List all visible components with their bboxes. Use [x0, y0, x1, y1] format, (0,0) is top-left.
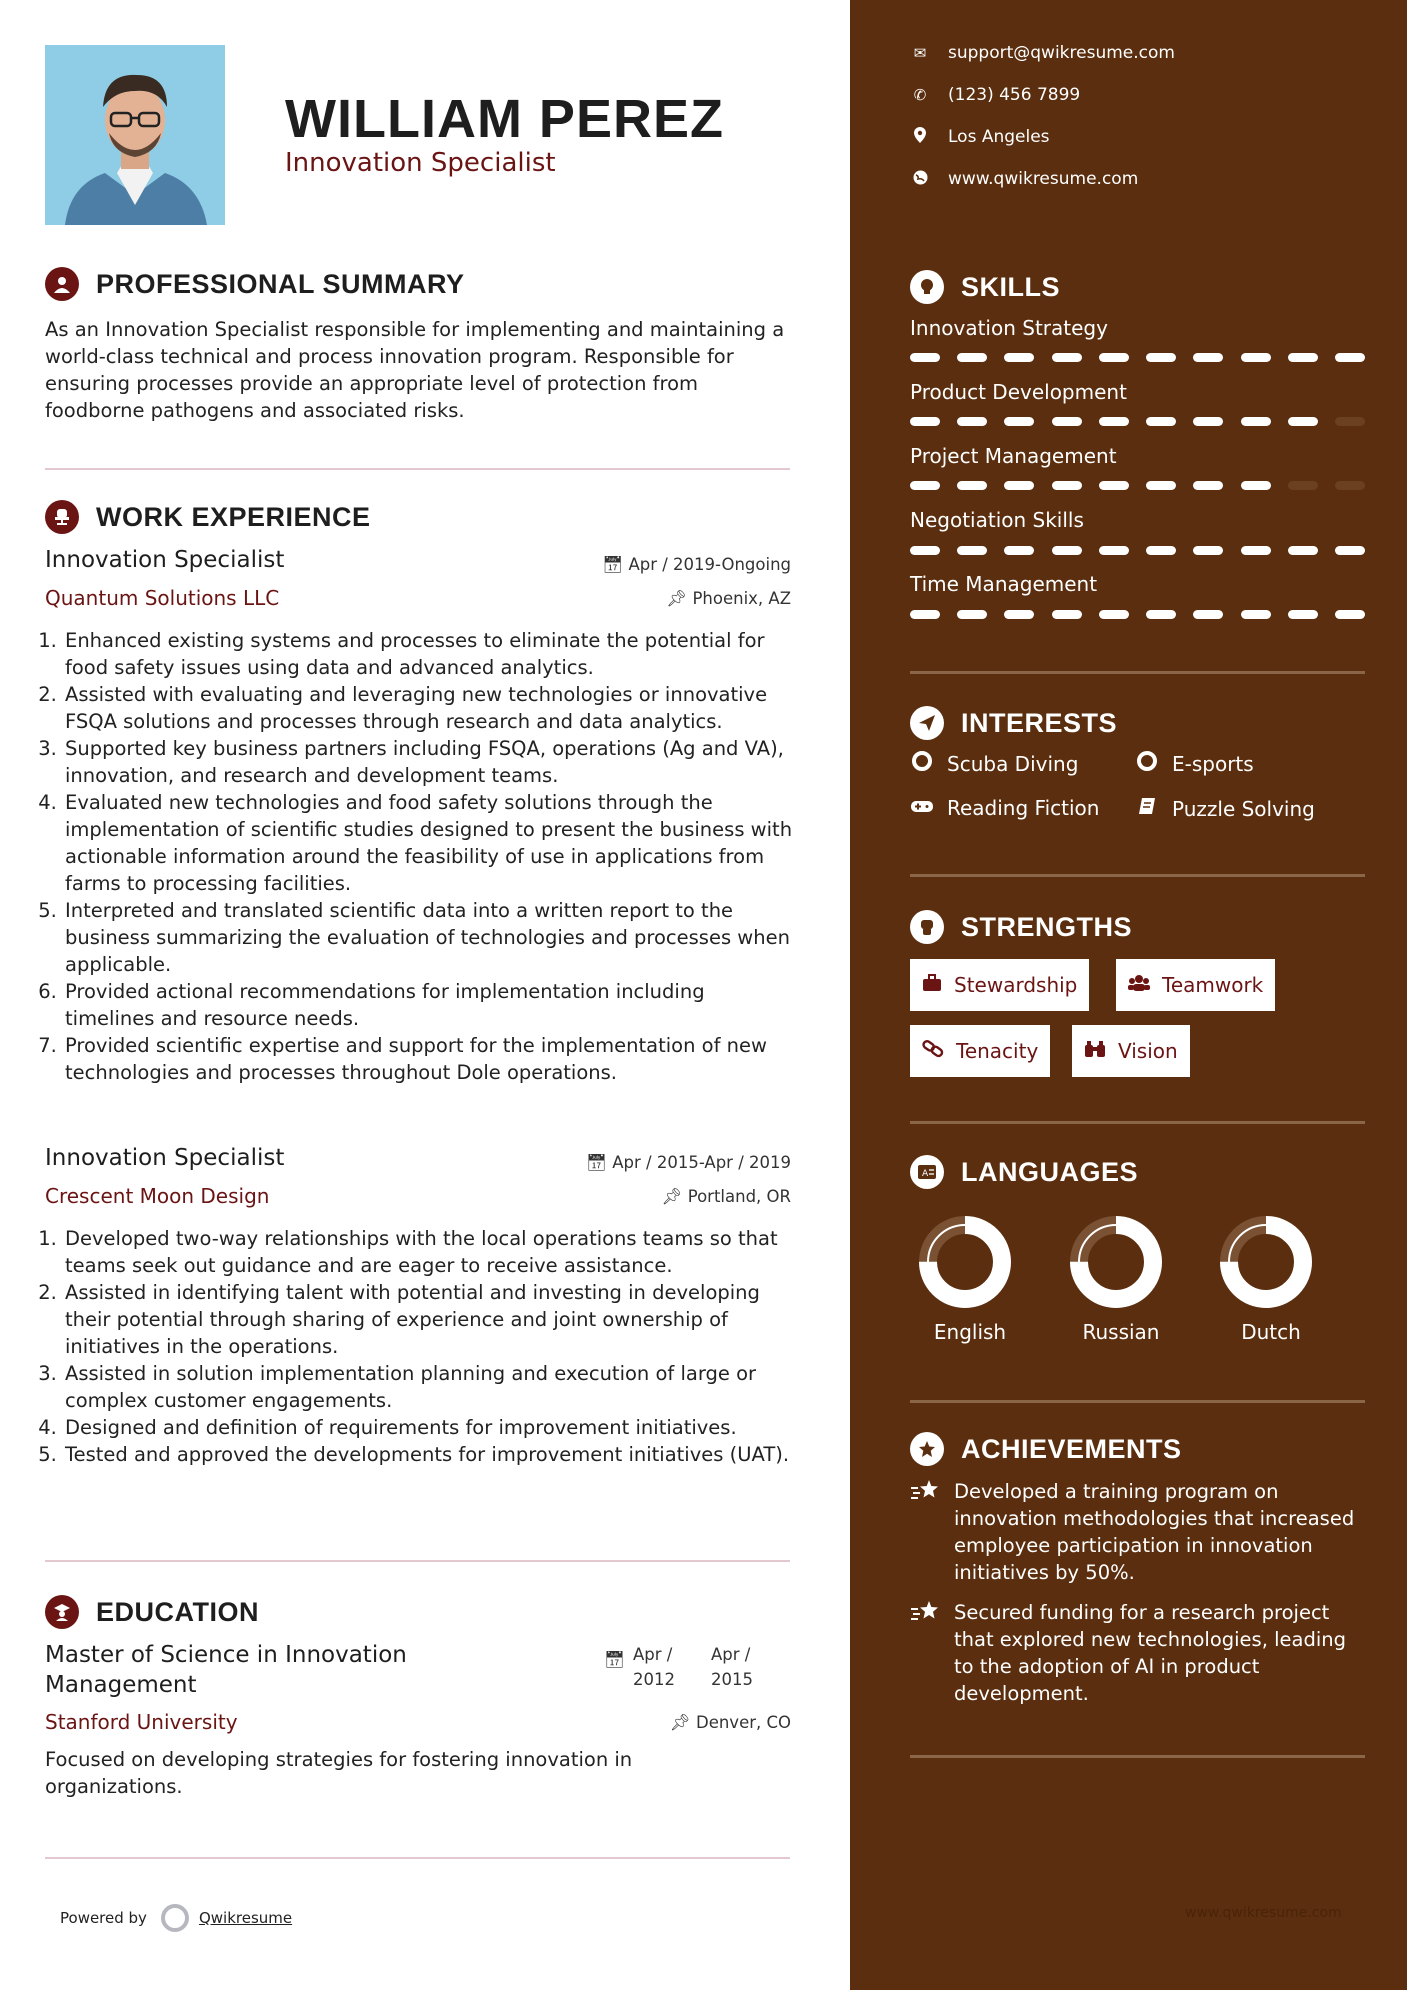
skill-segment [1099, 353, 1129, 362]
job-dates: 📅︎ Apr / 2019-Ongoing [602, 555, 791, 574]
phone-icon: ✆ [913, 86, 927, 104]
binoculars-icon [1084, 1040, 1106, 1063]
skill-bar [910, 481, 1365, 491]
list-item: 1. Developed two-way relationships with the local operations teams so that teams seek out guidance and are eager to receive assistance. [63, 1225, 795, 1279]
sidebar [850, 0, 1407, 1990]
list-item: 6. Provided actional recommendations for implementation including timelines and resource needs. [63, 978, 795, 1032]
education-dates: 📅︎ Apr / 2012 Apr / 2015 [604, 1642, 769, 1692]
languages-title: LANGUAGES [961, 1156, 1139, 1187]
skill-segment [1288, 353, 1318, 362]
languages-header [910, 1155, 1138, 1189]
qwikresume-logo-icon [161, 1904, 189, 1932]
contact-phone: ✆ (123) 456 7899 [910, 85, 1080, 105]
skill-segment [1004, 546, 1034, 555]
skill-segment [1193, 481, 1223, 490]
skill-segment [957, 546, 987, 555]
skill-segment [1052, 481, 1082, 490]
divider [910, 1121, 1365, 1124]
globe-icon [910, 170, 930, 189]
flying-star-icon [910, 1478, 940, 1586]
education-location: 📌︎ Denver, CO [669, 1713, 791, 1732]
strength-badge: Stewardship [910, 959, 1089, 1011]
svg-text:A: A [922, 1169, 929, 1179]
list-item: 7. Provided scientific expertise and support for the implementation of new technologies and processes throughout Dole operations. [63, 1032, 795, 1086]
skill-segment [910, 610, 940, 619]
language-ring [910, 1207, 1020, 1317]
divider [910, 1755, 1365, 1758]
skill-name: Product Development [910, 380, 1127, 404]
footer-watermark: www.qwikresume.com [1185, 1905, 1342, 1921]
language-label: English [933, 1320, 1007, 1344]
paper-plane-icon [910, 706, 944, 740]
skill-segment [1146, 417, 1176, 426]
list-item: 3. Supported key business partners including FSQA, operations (Ag and VA), innovation, and research and development teams. [63, 735, 795, 789]
skill-segment [1004, 481, 1034, 490]
skill-segment [910, 546, 940, 555]
interest-item: Scuba Diving [910, 751, 1078, 776]
skill-segment [1288, 610, 1318, 619]
calendar-icon: 📅︎ [586, 1153, 613, 1172]
education-title: EDUCATION [96, 1596, 259, 1627]
skill-segment [1004, 353, 1034, 362]
strength-badge: Tenacity [910, 1025, 1050, 1077]
skill-name: Time Management [910, 572, 1098, 596]
skill-segment [1241, 353, 1271, 362]
summary-header [45, 267, 465, 301]
achievement-item: Developed a training program on innovation methodologies that increased employee participation in innovation initiatives by 50%. [910, 1478, 1370, 1586]
life-ring-icon [1135, 751, 1159, 776]
divider [910, 1400, 1365, 1403]
skill-segment [1146, 546, 1176, 555]
job-location: 📌︎ Portland, OR [661, 1187, 791, 1206]
job-location: 📌︎ Phoenix, AZ [666, 589, 791, 608]
school-name: Stanford University [45, 1710, 238, 1734]
list-item: 5. Tested and approved the developments for improvement initiatives (UAT). [63, 1441, 795, 1468]
contact-location: Los Angeles [910, 127, 1050, 147]
candidate-role: Innovation Specialist [285, 148, 556, 178]
lightbulb-icon [910, 270, 944, 304]
calendar-icon: 📅︎ [604, 1650, 625, 1669]
skill-segment [957, 610, 987, 619]
calendar-icon: 📅︎ [602, 555, 629, 574]
education-description: Focused on developing strategies for fostering innovation in organizations. [45, 1748, 633, 1798]
skill-segment [1004, 417, 1034, 426]
strengths-title: STRENGTHS [961, 911, 1133, 942]
qwikresume-link[interactable]: Qwikresume [198, 1909, 293, 1927]
link-icon [922, 1040, 944, 1063]
list-item: 2. Assisted in identifying talent with potential and investing in developing their potential through sharing of experience and joint ownership of initiatives in the operations. [63, 1279, 795, 1360]
strength-badge: Teamwork [1116, 959, 1275, 1011]
skill-segment [1193, 417, 1223, 426]
language-label: Russian [1082, 1320, 1160, 1344]
language-ring [1061, 1207, 1171, 1317]
skill-segment [1052, 610, 1082, 619]
achievements-title: ACHIEVEMENTS [961, 1433, 1182, 1464]
skill-segment [910, 481, 940, 490]
skill-segment [957, 481, 987, 490]
divider [910, 874, 1365, 877]
contact-email: ✉ support@qwikresume.com [910, 43, 1175, 63]
skill-segment [1193, 546, 1223, 555]
star-badge-icon [910, 1432, 944, 1466]
skill-segment [1335, 610, 1365, 619]
skill-segment [1099, 481, 1129, 490]
skill-segment [1146, 610, 1176, 619]
interests-header [910, 706, 1117, 740]
map-marker-icon [910, 127, 930, 147]
divider [45, 1560, 790, 1562]
contact-website: www.qwikresume.com [910, 169, 1138, 189]
users-icon [1128, 974, 1150, 997]
list-item: 3. Assisted in solution implementation planning and execution of large or complex customer engagements. [63, 1360, 795, 1414]
skill-segment [1099, 546, 1129, 555]
company-name: Quantum Solutions LLC [45, 586, 280, 610]
skill-segment [1335, 417, 1365, 426]
degree-title: Master of Science in Innovation Management [45, 1642, 407, 1698]
interest-item: Reading Fiction [910, 796, 1099, 820]
footer-powered: Powered by Qwikresume [60, 1904, 292, 1932]
divider [45, 1857, 790, 1859]
skill-segment [1241, 546, 1271, 555]
skill-segment [910, 353, 940, 362]
pin-icon: 📌︎ [661, 1187, 688, 1206]
skill-segment [1335, 546, 1365, 555]
candidate-name: WILLIAM PEREZ [285, 89, 724, 149]
experience-title: WORK EXPERIENCE [96, 501, 371, 532]
gamepad-icon [910, 798, 934, 819]
job-title: Innovation Specialist [45, 547, 285, 573]
briefcase-icon [922, 974, 942, 997]
skill-name: Negotiation Skills [910, 508, 1084, 532]
interests-title: INTERESTS [961, 707, 1118, 738]
experience-header [45, 500, 371, 534]
skill-segment [1288, 417, 1318, 426]
skill-bar [910, 610, 1365, 620]
list-item: 1. Enhanced existing systems and processes to eliminate the potential for food safety issues using data and advanced analytics. [63, 627, 795, 681]
skill-name: Innovation Strategy [910, 316, 1108, 340]
chair-icon [45, 500, 79, 534]
job-bullets [45, 1225, 795, 1468]
skill-segment [957, 417, 987, 426]
user-icon [45, 267, 79, 301]
job-title: Innovation Specialist [45, 1145, 285, 1171]
interest-item: E-sports [1135, 751, 1254, 776]
skill-segment [1335, 481, 1365, 490]
skill-segment [1241, 417, 1271, 426]
skill-segment [1099, 610, 1129, 619]
language-ring-outline [928, 1225, 1002, 1299]
achievements-header [910, 1432, 1182, 1466]
list-item: 4. Evaluated new technologies and food safety solutions through the implementation of scientific studies designed to present the business with actionable information around the feasibility of use in applications from farms to processing facilities. [63, 789, 795, 897]
skill-segment [1052, 417, 1082, 426]
skills-header [910, 270, 1060, 304]
achievement-item: Secured funding for a research project that explored new technologies, leading to the adoption of AI in product development. [910, 1599, 1370, 1707]
skill-segment [1052, 353, 1082, 362]
book-icon [1135, 796, 1159, 821]
fist-icon [910, 910, 944, 944]
divider [45, 468, 790, 470]
skill-segment [1335, 353, 1365, 362]
skill-segment [1146, 481, 1176, 490]
divider [910, 671, 1365, 674]
interest-item: Puzzle Solving [1135, 796, 1315, 821]
list-item: 4. Designed and definition of requirements for improvement initiatives. [63, 1414, 795, 1441]
profile-photo [45, 45, 225, 225]
language-ring-outline [1079, 1225, 1153, 1299]
envelope-icon: ✉ [913, 44, 927, 62]
graduate-icon [45, 1595, 79, 1629]
language-label: Dutch [1241, 1320, 1301, 1344]
skill-segment [1193, 610, 1223, 619]
language-icon [910, 1155, 944, 1189]
skill-bar [910, 417, 1365, 427]
summary-title: PROFESSIONAL SUMMARY [96, 268, 465, 299]
list-item: 2. Assisted with evaluating and leveraging new technologies or innovative FSQA solutions and processes through research and data analytics. [63, 681, 795, 735]
skill-segment [1241, 481, 1271, 490]
language-ring-outline [1229, 1225, 1303, 1299]
skill-segment [1288, 546, 1318, 555]
skill-segment [910, 417, 940, 426]
strength-badge: Vision [1072, 1025, 1190, 1077]
job-dates: 📅︎ Apr / 2015-Apr / 2019 [586, 1153, 791, 1172]
skill-bar [910, 353, 1365, 363]
job-bullets [45, 627, 795, 1086]
list-item: 5. Interpreted and translated scientific data into a written report to the business summarizing the evaluation of technologies and processes when applicable. [63, 897, 795, 978]
language-ring [1211, 1207, 1321, 1317]
skill-segment [1241, 610, 1271, 619]
flying-star-icon [910, 1599, 940, 1707]
summary-text: As an Innovation Specialist responsible for implementing and maintaining a world-class technical and process innovation program. Responsible for ensuring processes provide an appropriate level of protection from foodborne pathogens and associated risks. [45, 318, 785, 422]
skill-bar [910, 546, 1365, 556]
skill-segment [1288, 481, 1318, 490]
skill-segment [957, 353, 987, 362]
skill-segment [1146, 353, 1176, 362]
pin-icon: 📌︎ [666, 589, 693, 608]
skill-segment [1099, 417, 1129, 426]
skill-segment [1193, 353, 1223, 362]
skill-segment [1052, 546, 1082, 555]
education-header [45, 1595, 259, 1629]
pin-icon: 📌︎ [669, 1713, 696, 1732]
skill-segment [1004, 610, 1034, 619]
skill-name: Project Management [910, 444, 1117, 468]
company-name: Crescent Moon Design [45, 1184, 270, 1208]
life-ring-icon [910, 751, 934, 776]
skills-title: SKILLS [961, 271, 1061, 302]
strengths-header [910, 910, 1132, 944]
